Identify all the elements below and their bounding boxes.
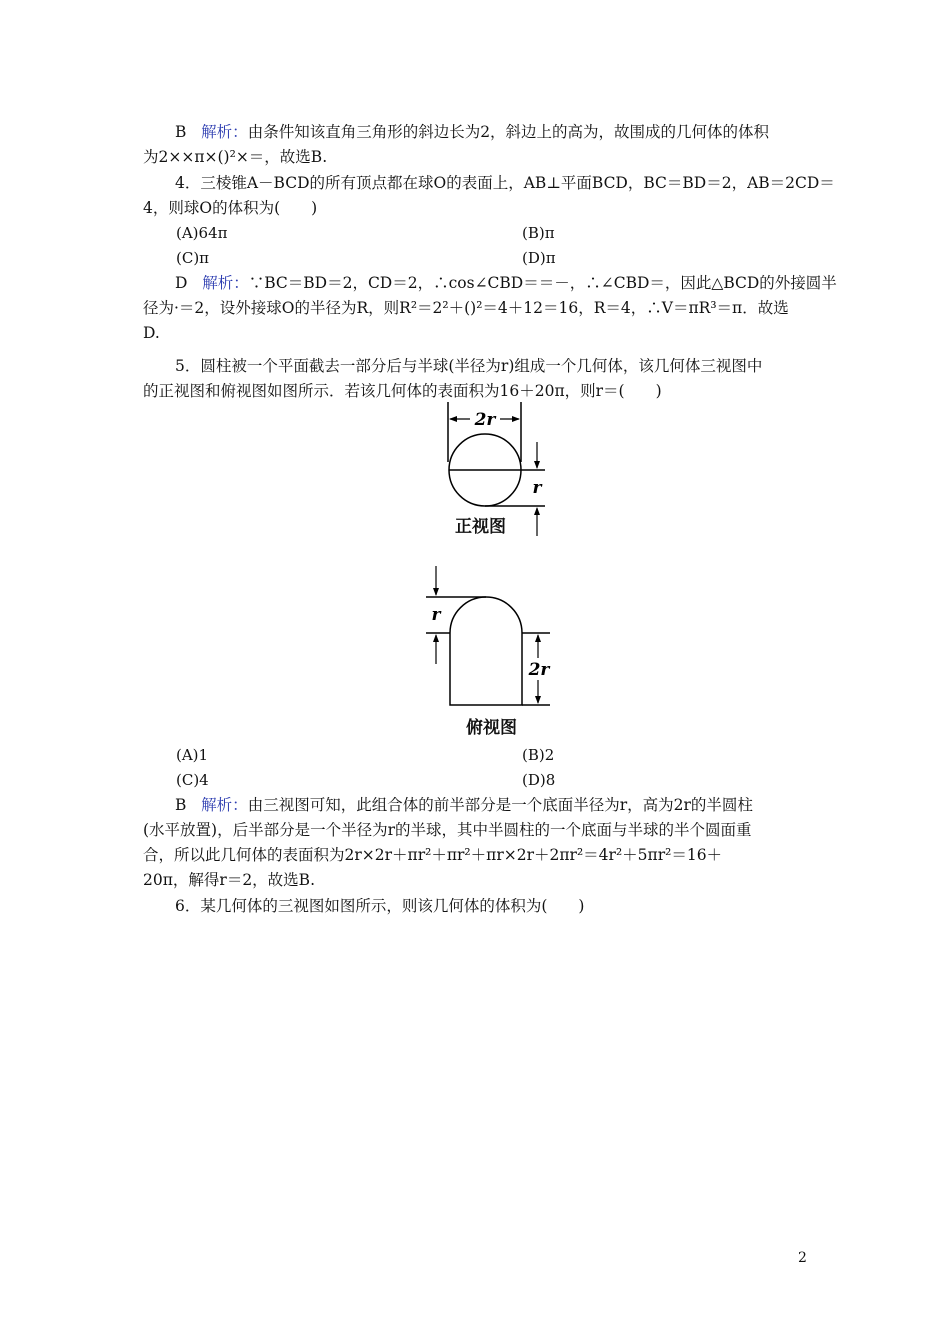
solution-5-line-4: 20π，解得r＝2，故选B. — [143, 871, 315, 889]
solution-4-line-3: D. — [143, 324, 160, 342]
solution-label: 解析： — [202, 274, 249, 292]
solution-3-line-1 — [175, 121, 813, 143]
arrow-down-icon — [534, 461, 540, 469]
arrow-down-icon — [433, 588, 439, 596]
q5-option-c: (C)4 — [176, 771, 209, 789]
solution-label: 解析： — [201, 123, 248, 141]
question-6-line-1: 6．某几何体的三视图如图所示，则该几何体的体积为( ) — [175, 897, 585, 915]
radius-label: r — [431, 605, 441, 625]
question-4-line-2: 4，则球O的体积为( ) — [143, 199, 318, 217]
q4-option-d: (D)π — [522, 249, 556, 267]
q5-option-d: (D)8 — [522, 771, 556, 789]
solution-4-line-2: 径为·＝2，设外接球O的半径为R，则R²＝2²＋()²＝4＋12＝16，R＝4，∴V＝πR³＝π．故选 — [143, 299, 789, 317]
top-view-caption: 俯视图 — [466, 718, 517, 738]
arrow-up-icon — [433, 634, 439, 642]
top-view-figure — [400, 562, 560, 712]
answer-letter: D — [175, 274, 188, 292]
solution-4-line-1 — [175, 272, 837, 294]
question-5-line-1: 5．圆柱被一个平面截去一部分后与半球(半径为r)组成一个几何体，该几何体三视图中 — [175, 357, 763, 375]
solution-5-line-2: (水平放置)，后半部分是一个半径为r的半球，其中半圆柱的一个底面与半球的半个圆面重 — [143, 821, 752, 839]
answer-letter: B — [175, 123, 187, 141]
arrow-up-icon — [535, 634, 541, 642]
solution-text: 由条件知该直角三角形的斜边长为2，斜边上的高为，故围成的几何体的体积 — [247, 123, 770, 141]
answer-letter: B — [175, 796, 187, 814]
solution-label: 解析： — [201, 796, 248, 814]
top-outline — [450, 597, 522, 705]
front-view-caption: 正视图 — [455, 517, 506, 537]
arrow-up-icon — [534, 507, 540, 515]
question-4-line-1: 4．三棱锥A－BCD的所有顶点都在球O的表面上，AB⊥平面BCD，BC＝BD＝2，AB＝2CD＝ — [175, 174, 835, 192]
solution-5-line-1 — [175, 794, 813, 816]
question-5-line-2: 的正视图和俯视图如图所示．若该几何体的表面积为16＋20π，则r＝( ) — [143, 382, 662, 400]
solution-text: 由三视图可知，此组合体的前半部分是一个底面半径为r，高为2r的半圆柱 — [247, 796, 753, 814]
solution-text: ∵BC＝BD＝2，CD＝2，∴cos∠CBD＝＝－，∴∠CBD＝，因此△BCD的外接圆半 — [248, 274, 837, 292]
q4-option-c: (C)π — [176, 249, 210, 267]
q5-option-b: (B)2 — [522, 746, 555, 764]
width-label: 2r — [474, 410, 496, 430]
arrow-right-icon — [512, 416, 520, 422]
height-label: r — [532, 478, 542, 498]
q4-option-a: (A)64π — [176, 224, 228, 242]
q4-option-b: (B)π — [522, 224, 555, 242]
solution-5-line-3: 合，所以此几何体的表面积为2r×2r＋πr²＋πr²＋πr×2r＋2πr²＝4r²＋5πr²＝16＋ — [143, 846, 723, 864]
height-label: 2r — [528, 660, 550, 680]
page-number: 2 — [798, 1250, 807, 1266]
arrow-down-icon — [535, 696, 541, 704]
q5-option-a: (A)1 — [176, 746, 209, 764]
arrow-left-icon — [449, 416, 457, 422]
solution-3-line-2: 为2××π×()²×＝，故选B. — [143, 148, 328, 166]
